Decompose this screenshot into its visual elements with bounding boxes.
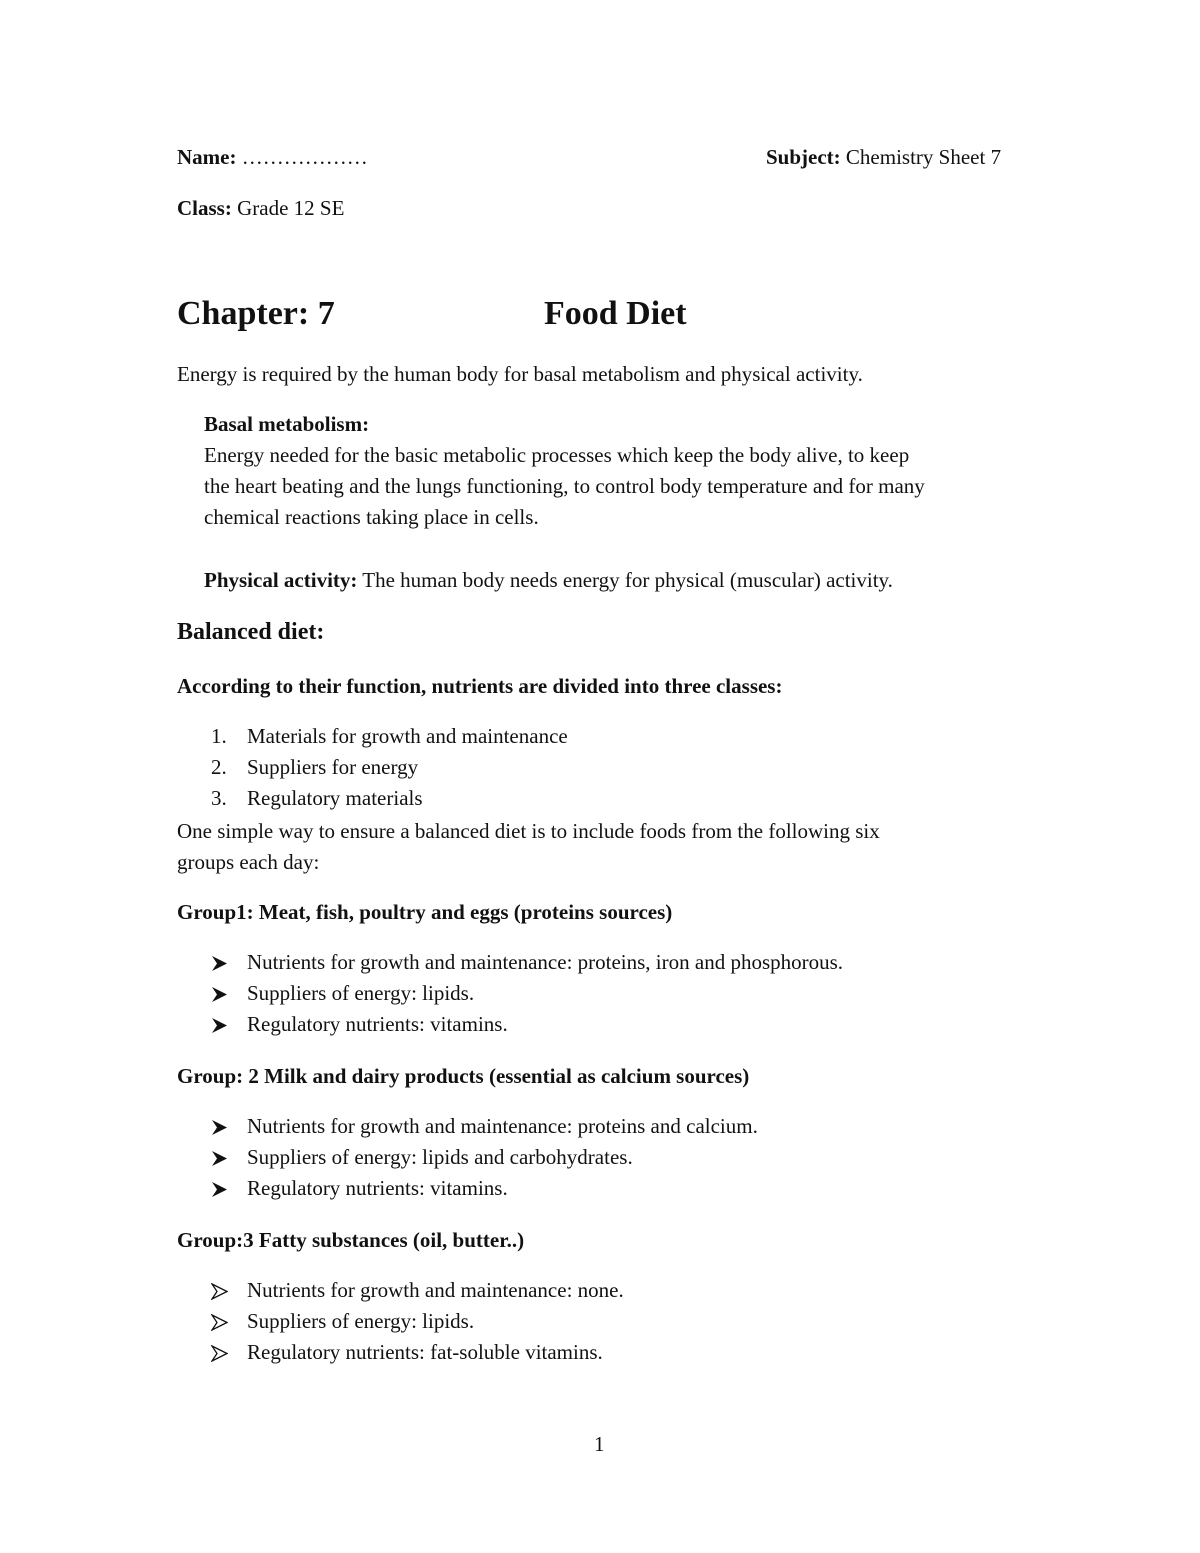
list-item-text: Suppliers of energy: lipids.: [247, 981, 475, 1005]
class-value: Grade 12 SE: [237, 196, 345, 220]
arrowhead-bullet-icon: [211, 1278, 228, 1306]
list-item-text: Regulatory nutrients: vitamins.: [247, 1012, 508, 1036]
list-item-text: Materials for growth and maintenance: [247, 724, 568, 748]
arrowhead-bullet-icon: [211, 1176, 228, 1204]
name-label: Name:: [177, 145, 237, 169]
physical-activity-label: Physical activity:: [204, 568, 358, 592]
arrowhead-bullet-icon: [211, 1145, 228, 1173]
list-item-text: Regulatory nutrients: vitamins.: [247, 1176, 508, 1200]
basal-metabolism-definition: [204, 440, 925, 533]
list-number: 3.: [211, 786, 227, 810]
list-item-text: Suppliers for energy: [247, 755, 419, 779]
list-number: 1.: [211, 724, 227, 748]
page-number: 1: [594, 1432, 605, 1456]
group-1-heading: Group1: Meat, fish, poultry and eggs (proteins sources): [177, 900, 673, 924]
subject-field: [766, 145, 1001, 170]
chapter-title: Food Diet: [544, 295, 687, 332]
list-item-text: Nutrients for growth and maintenance: none.: [247, 1278, 624, 1302]
physical-activity-text: The human body needs energy for physical (muscular) activity.: [362, 568, 893, 592]
name-field: [177, 145, 368, 170]
class-label: Class:: [177, 196, 232, 220]
list-item-text: Nutrients for growth and maintenance: proteins, iron and phosphorous.: [247, 950, 844, 974]
list-item-text: Suppliers of energy: lipids.: [247, 1309, 475, 1333]
list-item-text: Regulatory materials: [247, 786, 423, 810]
list-item-text: Nutrients for growth and maintenance: proteins and calcium.: [247, 1114, 758, 1138]
note-line: One simple way to ensure a balanced diet is to include foods from the following six: [177, 819, 880, 843]
basal-line: Energy needed for the basic metabolic processes which keep the body alive, to keep: [204, 443, 910, 467]
subject-label: Subject:: [766, 145, 841, 169]
class-field: [177, 196, 344, 221]
list-item-text: Suppliers of energy: lipids and carbohydrates.: [247, 1145, 633, 1169]
intro-paragraph: Energy is required by the human body for basal metabolism and physical activity.: [177, 362, 863, 386]
arrowhead-bullet-icon: [211, 1309, 228, 1337]
nutrient-classes-heading: According to their function, nutrients are divided into three classes:: [177, 674, 783, 698]
group-3-heading: Group:3 Fatty substances (oil, butter..): [177, 1228, 525, 1252]
arrowhead-bullet-icon: [211, 1340, 228, 1368]
balanced-diet-heading: Balanced diet:: [177, 619, 325, 645]
list-number: 2.: [211, 755, 227, 779]
balanced-diet-note: [177, 816, 880, 878]
physical-activity-paragraph: [204, 565, 893, 596]
note-line: groups each day:: [177, 850, 320, 874]
arrowhead-bullet-icon: [211, 1012, 228, 1040]
subject-value: Chemistry Sheet 7: [845, 145, 1002, 169]
name-value: ………………: [241, 145, 368, 169]
list-item-text: Regulatory nutrients: fat-soluble vitamins.: [247, 1340, 603, 1364]
basal-metabolism-heading: Basal metabolism:: [204, 412, 370, 436]
arrowhead-bullet-icon: [211, 1114, 228, 1142]
arrowhead-bullet-icon: [211, 981, 228, 1009]
basal-line: the heart beating and the lungs functioning, to control body temperature and for many: [204, 474, 925, 498]
arrowhead-bullet-icon: [211, 950, 228, 978]
chapter-label: Chapter: 7: [177, 295, 335, 332]
basal-line: chemical reactions taking place in cells.: [204, 505, 539, 529]
group-2-heading: Group: 2 Milk and dairy products (essential as calcium sources): [177, 1064, 750, 1088]
